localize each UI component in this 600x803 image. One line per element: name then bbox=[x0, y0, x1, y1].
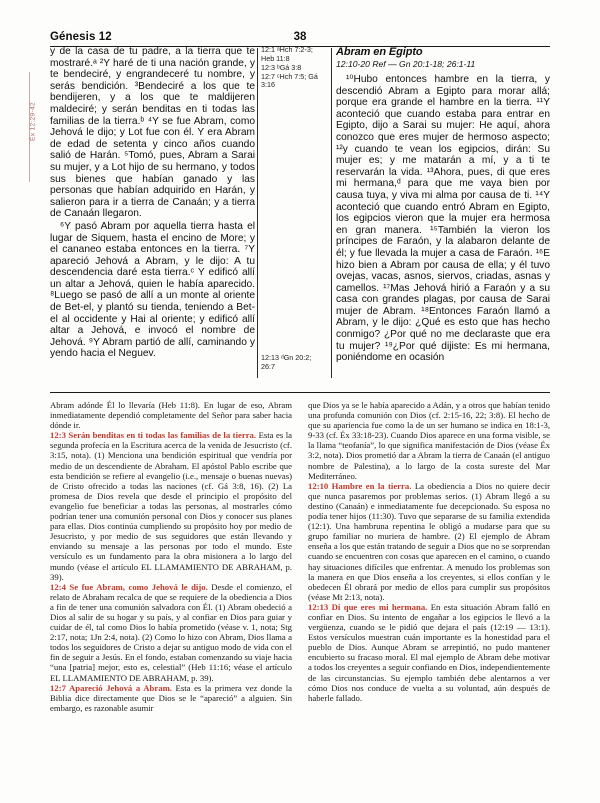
commentary-note bbox=[50, 683, 292, 713]
commentary-note-head: 12:7 Apareció Jehová a Abram. bbox=[50, 682, 172, 693]
cross-reference-column bbox=[261, 46, 325, 90]
commentary-note bbox=[50, 582, 292, 683]
section-title: Abram en Egipto bbox=[336, 46, 423, 58]
commentary-body: Esta es la segunda profecía en la Escritura acerca de la venida de Jesucristo (cf. 3:15, nota). (1) Menciona una bendición espiritual que vendría por medio de un descendiente de Abraham. El apóstol Pablo escribe que esta bendición se refiere al evangelio (i.e., mensaje o buenas nuevas) de Cristo ofrecido a todas las naciones (cf. Gá 3:8, 16). (2) La promesa de Dios revela que desde el principio el propósito del evangelio fue beneficiar a todas las personas, al mostrarles cómo podrían tener una comunión personal con Dios y conocer sus planes para ellas. Dios continúa cumpliendo su propósito hoy por medio de Jesucristo, y por medio de sus seguidores que están llevando y enviando su mensaje a las personas por todo el mundo. Este versículo es un fundamento para la obra misionera a lo largo del mundo (véase el artículo EL LLAMAMIENTO DE ABRAHAM, p. 39). bbox=[50, 430, 292, 582]
cross-reference-item: 12:3 ᵇGá 3:8 bbox=[261, 62, 302, 72]
commentary-note bbox=[50, 400, 292, 430]
section-subtitle: 12:10-20 Ref — Gn 20:1-18; 26:1-11 bbox=[336, 59, 476, 69]
running-head bbox=[50, 24, 550, 47]
scripture-column-right bbox=[336, 46, 550, 364]
side-tab-label: Éx 12:29-42 bbox=[29, 102, 37, 141]
side-tab bbox=[22, 72, 36, 182]
cross-reference-list-lower bbox=[261, 354, 325, 372]
commentary-note bbox=[308, 400, 550, 481]
commentary-note bbox=[308, 481, 550, 602]
scripture-paragraph: ¹⁰Hubo entonces hambre en la tierra, y descendió Abram a Egipto para morar allá; porque era grande el hambre en la tierra. ¹¹Y aconteció que cuando estaba para entrar en Egipto, dijo a Sarai su mujer: He aquí, ahora conozco que eres mujer de hermoso aspecto; ¹²y cuando te vean los egipcios, dirán: Su mujer es; y me matarán a mí, y a ti te reservarán la vida. ¹³Ahora, pues, di que eres mi hermana,ᵈ para que me vaya bien por causa tuya, y viva mi alma por causa de ti. ¹⁴Y aconteció que cuando entró Abram en Egipto, los egipcios vieron que la mujer era hermosa en gran manera. ¹⁵También la vieron los príncipes de Faraón, y la alabaron delante de él; y fue llevada la mujer a casa de Faraón. ¹⁶E hizo bien a Abram por causa de ella; y él tuvo ovejas, vacas, asnos, siervos, criadas, asnas y camellos. ¹⁷Mas Jehová hirió a Faraón y a su casa con grandes plagas, por causa de Sarai mujer de Abram. ¹⁸Entonces Faraón llamó a Abram, y le dijo: ¿Qué es esto que has hecho conmigo? ¿Por qué no me declaraste que era tu mujer? ¹⁹¿Por qué dijiste: Es mi hermana, poniéndome en ocasión bbox=[336, 74, 550, 364]
cross-reference-item: 12:7 ᶜHch 7:5; Gá 3:16 bbox=[261, 71, 318, 90]
scripture-column-left bbox=[50, 46, 255, 360]
page-number: 38 bbox=[293, 31, 307, 43]
commentary-note bbox=[50, 430, 292, 581]
commentary-note-head: 12:3 Serán benditas en ti todas las familias de la tierra. bbox=[50, 430, 257, 441]
commentary-body: La obediencia a Dios no quiere decir que nunca pasaremos por problemas serios. (1) Abram llegó a su destino (Canaán) e inmediatamente fue decepcionado. Su esposa no podía tener hijos (11:30). Tuvo que separarse de su familia extendida (12:1). Una hambruna repentina le obligó a mudarse para que su grupo familiar no muriera de hambre. (2) El ejemplo de Abram enseña a los que están tratando de seguir a Dios que no se sorprendan cuando se encuentren con cosas que aparecen en el camino, o cuando hay situaciones difíciles que enfrentar. A menudo los problemas son la manera en que Dios enseña a los creyentes, si ellos confían y le obedecen Él obrará por medio de ellos para cumplir sus propósitos (véase Mt 2:13, nota). bbox=[308, 480, 551, 602]
scripture-text-right bbox=[336, 74, 550, 364]
commentary-note-head: 12:13 Di que eres mi hermana. bbox=[308, 601, 428, 612]
commentary-note-head: 12:10 Hambre en la tierra. bbox=[308, 480, 412, 491]
commentary-body: Esta es la primera vez donde la Biblia dice directamente que Dios se le “apareció” a alguien. Sin embargo, es razonable asumir bbox=[50, 682, 292, 713]
scripture-text-left bbox=[50, 46, 255, 360]
commentary-note bbox=[308, 602, 550, 703]
cross-reference-list-upper bbox=[261, 46, 325, 90]
commentary-column-right bbox=[308, 400, 550, 703]
scripture-paragraph: ⁶Y pasó Abram por aquella tierra hasta el lugar de Siquem, hasta el encino de More; y el cananeo estaba entonces en la tierra. ⁷Y apareció Jehová a Abram, y le dijo: A tu descendencia daré esta tierra.ᶜ Y edificó allí un altar a Jehová, quien le había aparecido. ⁸Luego se pasó de allí a un monte al oriente de Bet-el, y plantó su tienda, teniendo a Bet-el al occidente y Hai al oriente; y edificó allí altar a Jehová, e invocó el nombre de Jehová. ⁹Y Abram partió de allí, caminando y yendo hacia el Neguev. bbox=[50, 220, 255, 360]
commentary-body: Abram adónde Él lo llevaría (Heb 11:8). En lugar de eso, Abram inmediatamente dependió completamente del Señor para saber hacia dónde ir. bbox=[50, 400, 292, 431]
scripture-block bbox=[50, 46, 550, 386]
commentary-body: que Dios ya se le había aparecido a Adán, y a otros que habían tenido una profunda comunión con Dios (cf. 2:15-16, 22; 3:8). El hecho de que su apariencia fue como la de un ser humano se indica en 18:1-3, 9-33 (cf. Éx 33:18-23). Cuando Dios aparece en una forma visible, se la llama “teofanía”, lo que significa manifestación de Dios (véase Éx 3:2, nota). Dios prometió dar a Abram la tierra de Canaán (el antiguo nombre de Palestina), a lo largo de la costa sureste del Mar Mediterráneo. bbox=[308, 400, 550, 481]
column-rule-left bbox=[257, 48, 258, 378]
column-rule-right bbox=[331, 48, 332, 378]
commentary-text-left bbox=[50, 400, 292, 713]
cross-reference-item: 12:13 ᵈGn 20:2; 26:7 bbox=[261, 353, 312, 371]
section-divider bbox=[50, 392, 550, 393]
commentary-block bbox=[50, 400, 550, 798]
scripture-paragraph: y de la casa de tu padre, a la tierra que te mostraré.ᵃ ²Y haré de ti una nación grande, y te bendeciré, y engrandeceré tu nombre, y serás bendición. ³Bendeciré a los que te bendijeren, y a los que te maldijeren maldeciré; y serán benditas en ti todas las familias de la tierra.ᵇ ⁴Y se fue Abram, como Jehová le dijo; y Lot fue con él. Y era Abram de edad de setenta y cinco años cuando salió de Harán. ⁵Tomó, pues, Abram a Sarai su mujer, y a Lot hijo de su hermano, y todos sus bienes que habían ganado y las personas que habían adquirido en Harán, y salieron para ir a tierra de Canaán; y a tierra de Canaán llegaron. bbox=[50, 46, 255, 220]
commentary-column-left bbox=[50, 400, 292, 713]
commentary-text-right bbox=[308, 400, 550, 703]
running-head-book: Génesis 12 bbox=[50, 31, 112, 43]
commentary-body: Desde el comienzo, el relato de Abraham recalca de que se requiere de la obediencia a Dios a fin de tener una comunión salvadora con Él. (1) Abram obedeció a Dios al salir de su hogar y su país, y al confiar en Dios para guiar y cuidar de él, tal como Dios lo había prometido (véase v. 1, nota; Stg 2:17, nota; 1Jn 2:4, nota). (2) Como lo hizo con Abram, Dios llama a todos los seguidores de Cristo a dejar su antiguo modo de vida con el fin de seguir a Jesús. En el fondo, estaban comenzando su viaje hacia “una [patria] mejor, esto es, celestial” (Heb 11:16; véase el artículo EL LLAMAMIENTO DE ABRAHAM, p. 39). bbox=[50, 581, 292, 683]
commentary-body: En esta situación Abram falló en confiar en Dios. Su intento de engañar a los egipcios le llevó a la vergüenza, cuando se le pidió que dejara el país (12:19 — 13:1). Estos versículos muestran cuán importante es la honestidad para el pueblo de Dios. Aunque Abram se arrepintió, no pudo mantener encubierto su fracaso moral. El mal ejemplo de Abram debe motivar a todos los creyentes a seguir confiando en Dios, independientemente de las circunstancias. Su ejemplo también debe alentarnos a ver cómo Dios nos conduce de vuelta a su voluntad, aún después de haberle fallado. bbox=[308, 601, 550, 703]
commentary-note-head: 12:4 Se fue Abram, como Jehová le dijo. bbox=[50, 581, 208, 592]
cross-reference-item: 12:1 ᵃHch 7:2-3; Heb 11:8 bbox=[261, 45, 313, 63]
